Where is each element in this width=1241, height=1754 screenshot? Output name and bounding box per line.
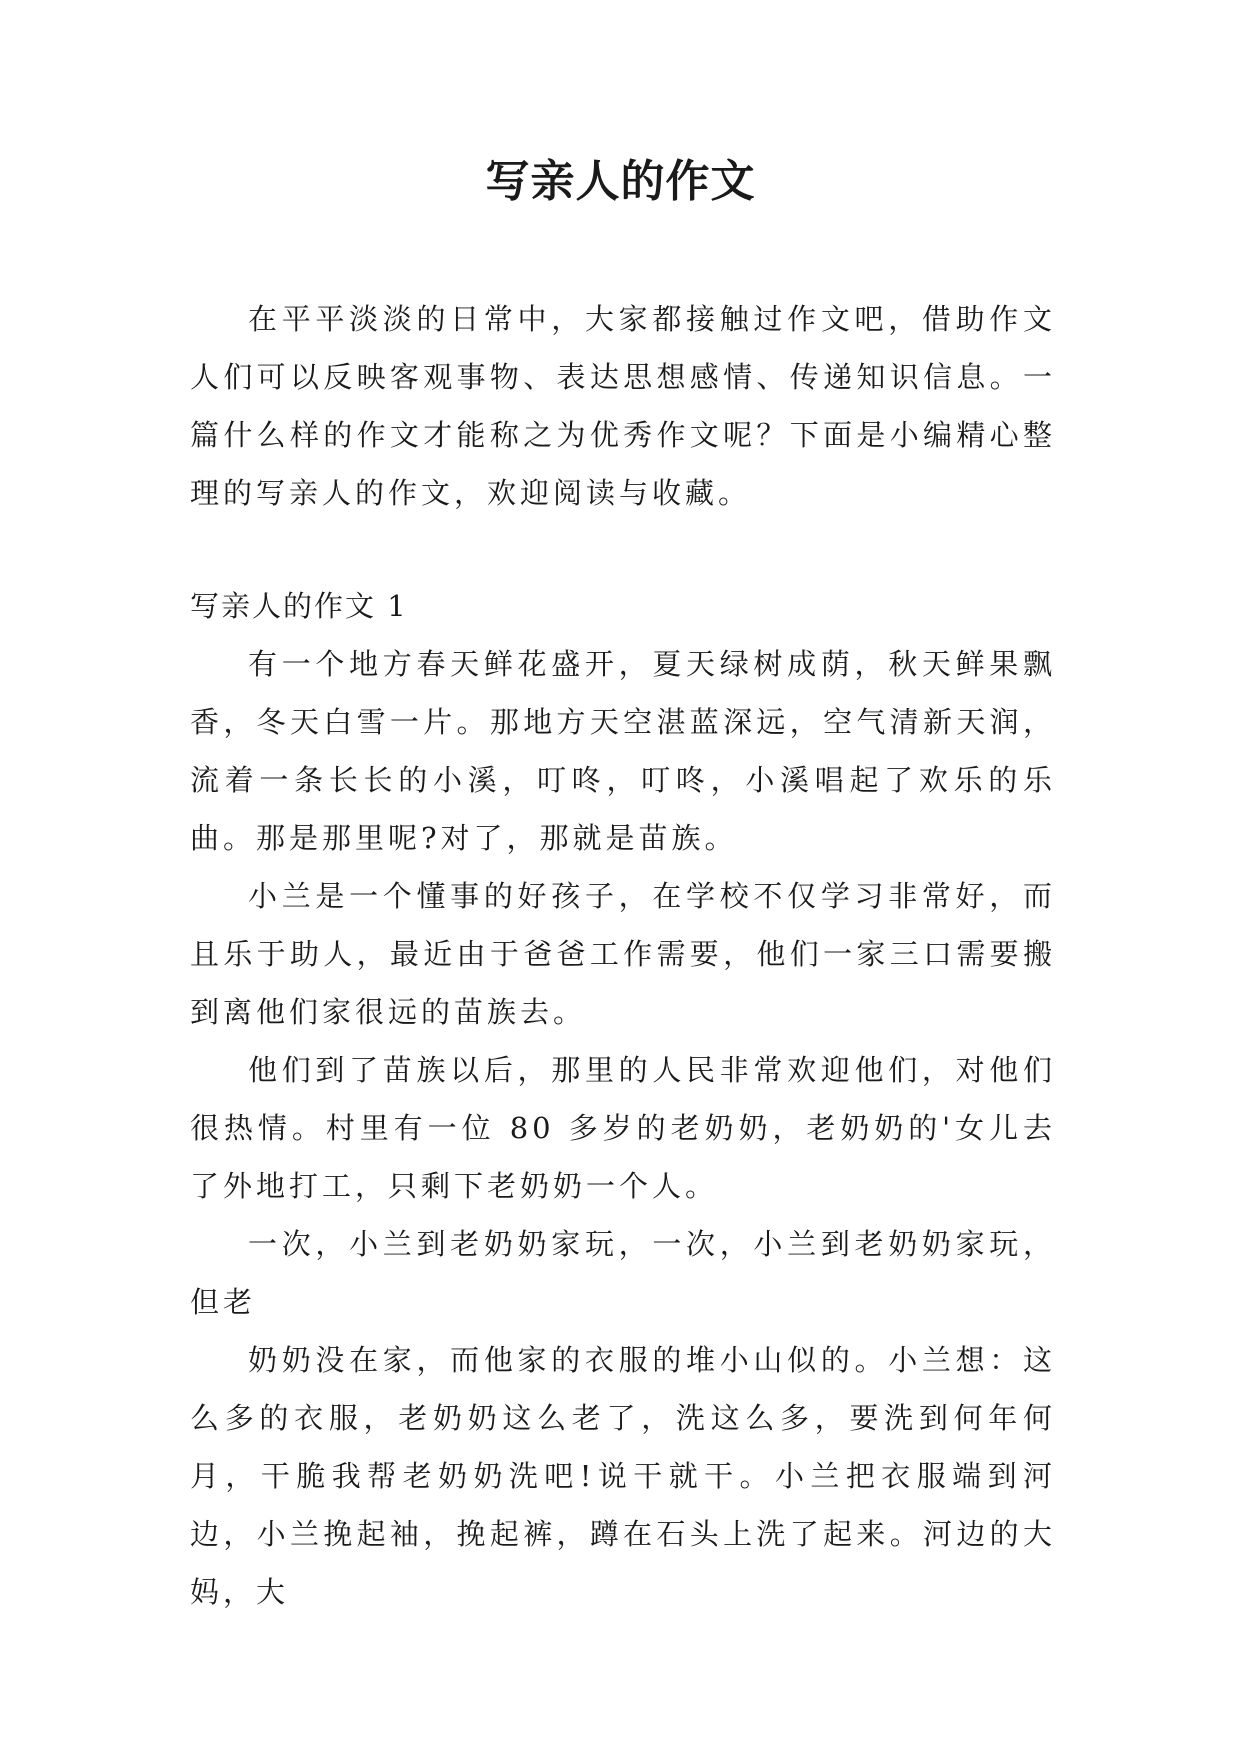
essay-paragraph: 奶奶没在家，而他家的衣服的堆小山似的。小兰想：这么多的衣服，老奶奶这么老了，洗这么多，要洗到何年何月，干脆我帮老奶奶洗吧!说干就干。小兰把衣服端到河边，小兰挽起袖，挽起裤，蹲在石头上洗了起来。河边的大妈，大 bbox=[190, 1343, 1056, 1609]
essay-paragraph: 他们到了苗族以后，那里的人民非常欢迎他们，对他们很热情。村里有一位 80 多岁的老奶奶，老奶奶的'女儿去了外地打工，只剩下老奶奶一个人。 bbox=[190, 1053, 1056, 1203]
section-heading: 写亲人的作文 1 bbox=[190, 589, 408, 623]
intro-paragraph: 在平平淡淡的日常中，大家都接触过作文吧，借助作文人们可以反映客观事物、表达思想感情、传递知识信息。一篇什么样的作文才能称之为优秀作文呢？下面是小编精心整理的写亲人的作文，欢迎阅读与收藏。 bbox=[190, 302, 1056, 510]
intro-section bbox=[190, 290, 1056, 522]
essay-body bbox=[190, 635, 1056, 1621]
document-title: 写亲人的作文 bbox=[485, 156, 756, 207]
essay-paragraph: 有一个地方春天鲜花盛开，夏天绿树成荫，秋天鲜果飘香，冬天白雪一片。那地方天空湛蓝深远，空气清新天润，流着一条长长的小溪，叮咚，叮咚，小溪唱起了欢乐的乐曲。那是那里呢?对了，那就是苗族。 bbox=[190, 647, 1056, 855]
essay-paragraph: 一次，小兰到老奶奶家玩，一次，小兰到老奶奶家玩，但老 bbox=[190, 1227, 1056, 1319]
essay-paragraph: 小兰是一个懂事的好孩子，在学校不仅学习非常好，而且乐于助人，最近由于爸爸工作需要，他们一家三口需要搬到离他们家很远的苗族去。 bbox=[190, 879, 1056, 1029]
